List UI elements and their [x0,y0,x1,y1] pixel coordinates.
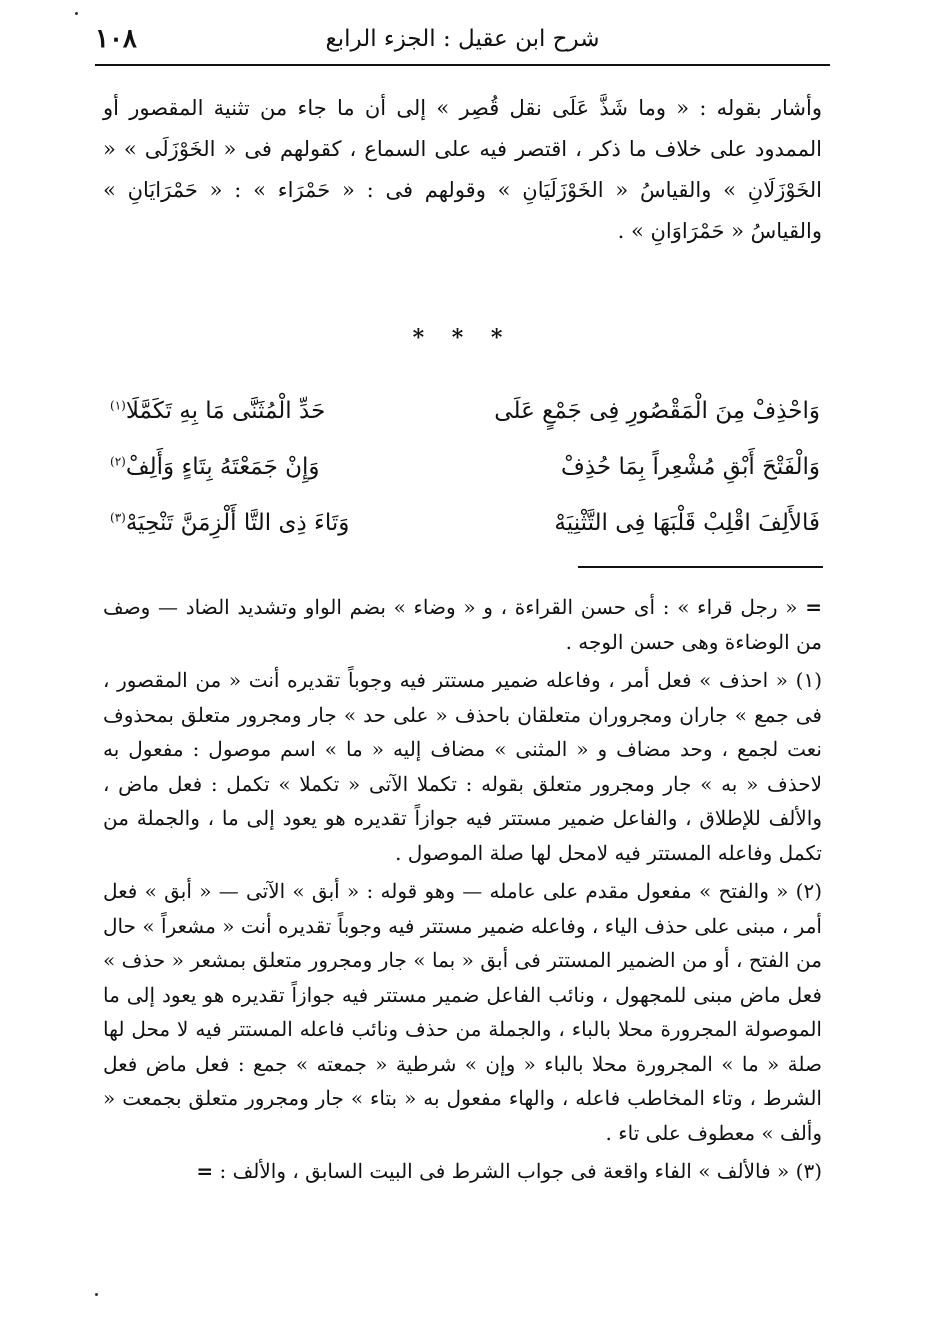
verse-block [110,383,820,551]
footnote-marker: (١) [110,398,126,413]
main-text [103,88,822,252]
footnote-text: « والفتح » مفعول مقدم على عامله — وهو قوله : « أبق » الآتى — « أبق » فعل أمر ، مبنى على حذف الياء ، وفاعله ضمير مستتر فيه وجوباً تقديره أنت « مشعراً » حال من الفتح ، أو من الضمير المستتر فى أبق « بما » جار ومجرور متعلق بمشعر « حذف » فعل ماض مبنى للمجهول ، ونائب الفاعل ضمير مستتر فيه جوازاً تقديره هو يعود إلى ما الموصولة المجرورة محلا بالباء ، والجملة من حذف ونائب فاعله المستتر فيه لا محل لها صلة « ما » المجرورة محلا بالباء « وإن » شرطية « جمعته » جمع : فعل ماض فعل الشرط ، وتاء المخاطب فاعله ، والهاء مفعول به « بتاء » جار ومجرور متعلق بجمعت « وألف » معطوف على تاء . [103,879,822,1145]
footnotes [103,590,822,1193]
verse-second-hemistich [110,454,451,480]
verse-first-hemistich: وَاحْذِفْ مِنَ الْمَقْصُورِ فِى جَمْعٍ عَلَى [494,398,820,424]
running-title: شرح ابن عقيل : الجزء الرابع [325,26,600,52]
verse-second-text: وَإِنْ جَمَعْتَهُ بِتَاءٍ وَأَلِفْ [125,454,320,480]
footnote-text: « فالألف » الفاء واقعة فى جواب الشرط فى البيت السابق ، والألف : [219,1159,790,1183]
footnote-1 [103,663,822,870]
verse-first-hemistich: فَالأَلِفَ اقْلِبْ قَلْبَهَا فِى التَّثْنِيَهْ [554,510,820,536]
verse-second-text: حَدِّ الْمُثَنَّى مَا بِهِ تَكَمَّلَا [125,398,326,424]
footnote-ref: (١) [795,668,822,692]
verse-second-hemistich [110,510,451,536]
verse-line [110,495,820,551]
page-header [95,18,830,60]
footnote-text: « احذف » فعل أمر ، وفاعله ضمير مستتر فيه وجوباً تقديره أنت « من المقصور ، فى جمع » جاران ومجروران متعلقان باحذف « على حد » جار ومجرور متعلق بمحذوف نعت لجمع ، وحد مضاف و « المثنى » مضاف إليه « ما » اسم موصول : مفعول به لاحذف « به » جار ومجرور متعلق بقوله : تكملا الآتى « تكملا » تكمل : فعل ماض ، والألف للإطلاق ، والفاعل ضمير مستتر فيه جوازاً تقديره هو يعود إلى ما ، والجملة من تكمل وفاعله المستتر فيه لامحل لها صلة الموصول . [103,668,822,865]
footnote-2 [103,874,822,1150]
verse-line [110,383,820,439]
section-separator: * * * [412,325,513,351]
footnote-continued [103,590,822,659]
verse-first-hemistich: وَالْفَتْحَ أَبْقِ مُشْعِراً بِمَا حُذِفْ [561,454,820,480]
footnote-marker: (٣) [110,510,126,525]
footnote-rule [578,566,823,568]
footnote-marker: (٢) [110,454,126,469]
footnote-ref: (٢) [795,879,823,903]
scan-speck [75,12,78,15]
footnote-ref: (٣) [795,1159,822,1183]
continuation-mark: = [805,595,822,619]
header-rule [95,64,830,66]
verse-line [110,439,820,495]
continuation-mark: = [196,1159,214,1183]
footnote-continued-text: « رجل قراء » : أى حسن القراءة ، و « وضاء » بضم الواو وتشديد الضاد — وصف من الوضاءة وهى حسن الوجه . [103,595,822,654]
verse-second-hemistich [110,398,451,424]
scan-speck [95,1293,98,1296]
body-paragraph: وأشار بقوله : « وما شَذَّ عَلَى نقل قُصِر » إلى أن ما جاء من تثنية المقصور أو الممدود على خلاف ما ذكر ، اقتصر فيه على السماع ، كقولهم فى « الخَوْزَلَى » « الخَوْزَلَانِ » والقياسُ « الخَوْزَلَيَانِ » وقولهم فى : « حَمْرَاء » : « حَمْرَايَانِ » والقياسُ « حَمْرَاوَانِ » . [103,96,822,243]
page-number: ١٠٨ [95,24,137,54]
footnote-3 [103,1154,822,1189]
verse-second-text: وَتَاءَ ذِى التَّا أَلْزِمَنَّ تَنْحِيَهْ [125,510,350,536]
